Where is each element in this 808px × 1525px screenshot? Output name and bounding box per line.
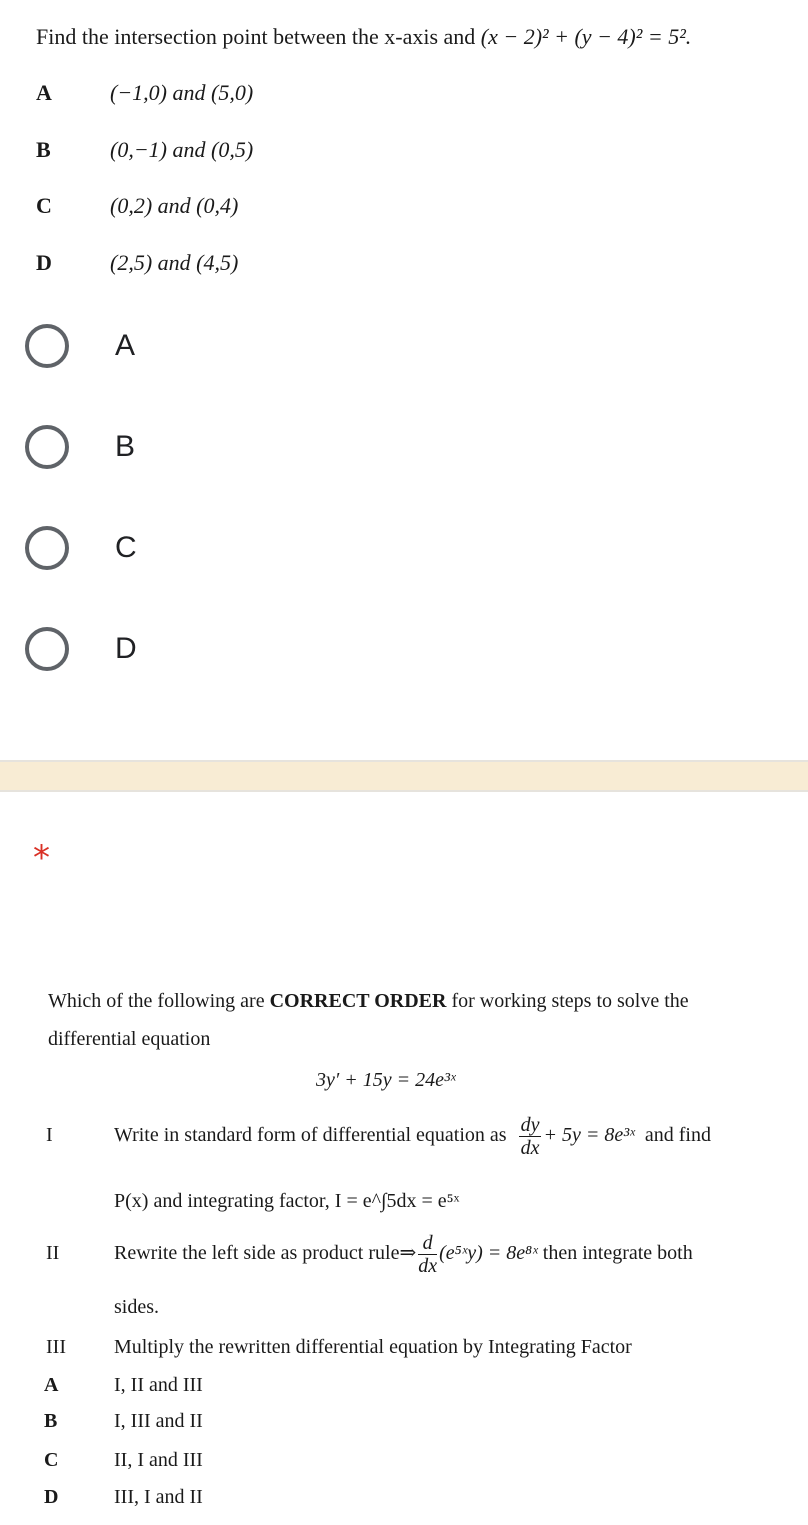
question-1-prefix: Find the intersection point between the x-axis and xyxy=(36,24,481,49)
question-2-line-1 xyxy=(48,990,689,1013)
answer-letter: D xyxy=(44,1486,59,1508)
step-1-line-2: P(x) and integrating factor, I = e^∫5dx = e⁵ˣ xyxy=(114,1190,460,1212)
choice-label: B xyxy=(115,430,136,463)
step-text: Rewrite the left side as product rule⇒ xyxy=(114,1242,417,1265)
answer-letter: C xyxy=(44,1449,59,1471)
option-letter: B xyxy=(36,137,51,162)
radio-button[interactable] xyxy=(25,425,69,469)
step-text-end: and find xyxy=(644,1124,711,1147)
choice-d[interactable] xyxy=(25,623,137,675)
question-2-suffix: for working steps to solve the xyxy=(446,990,689,1012)
fraction-numerator: d xyxy=(418,1232,437,1255)
step-text-end: then integrate both xyxy=(542,1242,693,1265)
answer-b xyxy=(44,1410,203,1433)
question-1-option-b xyxy=(36,137,253,167)
answer-a xyxy=(44,1374,203,1397)
radio-button[interactable] xyxy=(25,627,69,671)
question-2-bold: CORRECT ORDER xyxy=(269,990,447,1012)
answer-value: I, III and II xyxy=(114,1410,203,1432)
fraction-denominator: dx xyxy=(520,1137,540,1159)
choice-label: A xyxy=(115,329,136,362)
step-label: III xyxy=(46,1336,66,1358)
option-value: (2,5) and (4,5) xyxy=(110,250,239,275)
step-text: Multiply the rewritten differential equation by Integrating Factor xyxy=(114,1336,632,1358)
step-math: + 5y = 8e³ˣ xyxy=(543,1124,635,1147)
answer-value: II, I and III xyxy=(114,1449,203,1471)
option-letter: C xyxy=(36,193,52,218)
option-letter: D xyxy=(36,250,52,275)
section-divider xyxy=(0,760,808,792)
question-2-line-2: differential equation xyxy=(48,1028,211,1050)
option-value: (−1,0) and (5,0) xyxy=(110,80,254,105)
step-1 xyxy=(46,1114,711,1159)
question-2-prefix: Which of the following are xyxy=(48,990,270,1012)
question-1-option-d xyxy=(36,250,238,280)
fraction-numerator: dy xyxy=(520,1114,540,1136)
choice-a[interactable] xyxy=(25,320,135,372)
differential-equation: 3y′ + 15y = 24e³ˣ xyxy=(316,1069,456,1091)
d-dx-fraction xyxy=(418,1232,437,1277)
answer-value: III, I and II xyxy=(114,1486,203,1508)
answer-letter: A xyxy=(44,1374,59,1396)
radio-button[interactable] xyxy=(25,324,69,368)
question-1-equation: (x − 2)² + (y − 4)² = 5². xyxy=(480,24,692,49)
step-label: II xyxy=(46,1242,60,1265)
choice-label: D xyxy=(115,632,137,665)
choice-b[interactable] xyxy=(25,421,135,473)
required-asterisk: * xyxy=(33,838,50,878)
step-3 xyxy=(46,1336,632,1359)
step-2-line-2: sides. xyxy=(114,1296,159,1318)
answer-c xyxy=(44,1449,203,1472)
choice-c[interactable] xyxy=(25,522,137,574)
step-2 xyxy=(46,1232,693,1277)
answer-value: I, II and III xyxy=(114,1374,203,1396)
answer-letter: B xyxy=(44,1410,58,1432)
step-label: I xyxy=(46,1124,53,1147)
choice-label: C xyxy=(115,531,137,564)
dy-dx-fraction xyxy=(519,1114,542,1159)
question-1-option-a xyxy=(36,80,253,110)
question-1-option-c xyxy=(36,193,238,223)
step-math: (e⁵ˣy) = 8e⁸ˣ xyxy=(439,1242,538,1265)
option-value: (0,2) and (0,4) xyxy=(110,193,239,218)
question-1-text xyxy=(36,24,691,50)
radio-button[interactable] xyxy=(25,526,69,570)
fraction-denominator: dx xyxy=(418,1255,438,1277)
option-value: (0,−1) and (0,5) xyxy=(110,137,254,162)
option-letter: A xyxy=(36,80,52,105)
step-text: Write in standard form of differential equation as xyxy=(114,1124,507,1147)
answer-d xyxy=(44,1486,203,1509)
